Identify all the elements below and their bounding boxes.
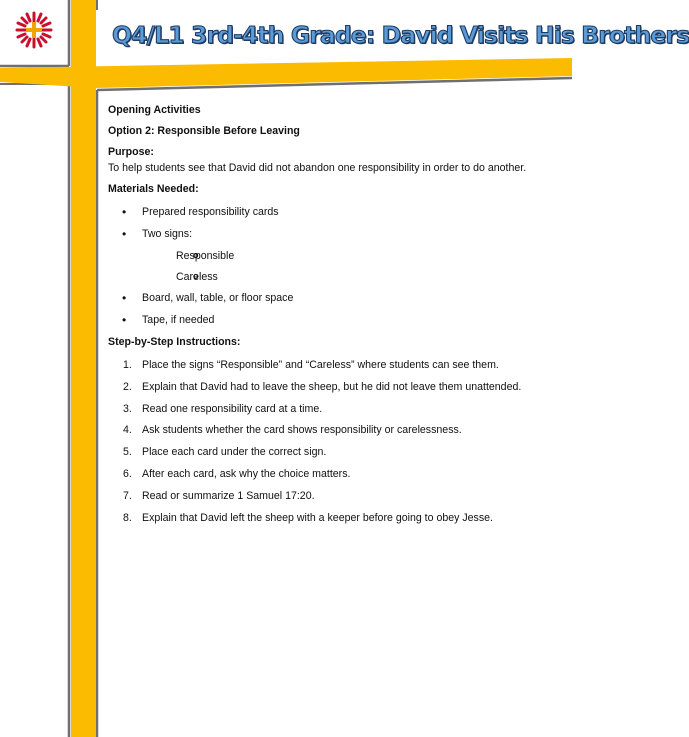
lesson-content <box>108 103 563 532</box>
list-item: o Responsible <box>142 249 563 270</box>
signs-sublist <box>142 249 563 291</box>
list-item: 8. Explain that David left the sheep with a keeper before going to obey Jesse. <box>123 511 493 524</box>
list-item: 6. After each card, ask why the choice matters. <box>123 467 351 480</box>
list-item: 3. Read one responsibility card at a time. <box>123 402 323 415</box>
list-item: o Careless <box>142 270 563 291</box>
steps-list <box>108 358 563 532</box>
list-item: 4. Ask students whether the card shows responsibility or carelessness. <box>123 424 462 437</box>
ministry-logo <box>14 10 54 50</box>
page-title: Q4/L1 3rd-4th Grade: David Visits His Brothers <box>112 21 689 49</box>
list-item: • Two signs: o Responsible o Careless <box>108 227 563 291</box>
materials-list <box>108 205 563 335</box>
list-item: 5. Place each card under the correct sign. <box>123 446 327 459</box>
section-heading-option: Option 2: Responsible Before Leaving <box>108 125 300 137</box>
section-heading-purpose: Purpose: <box>108 146 154 158</box>
section-heading-steps: Step-by-Step Instructions: <box>108 336 241 348</box>
section-heading-opening: Opening Activities <box>108 104 201 116</box>
list-item: • Board, wall, table, or floor space <box>108 291 563 313</box>
list-item: 2. Explain that David had to leave the sheep, but he did not leave them unattended. <box>123 380 522 393</box>
section-heading-materials: Materials Needed: <box>108 183 199 195</box>
purpose-text: To help students see that David did not abandon one responsibility in order to do another. <box>108 162 527 174</box>
list-item: 7. Read or summarize 1 Samuel 17:20. <box>123 489 315 502</box>
list-item: 1. Place the signs “Responsible” and “Careless” where students can see them. <box>123 359 499 371</box>
list-item: • Tape, if needed <box>108 313 563 335</box>
list-item: • Prepared responsibility cards <box>108 205 563 227</box>
